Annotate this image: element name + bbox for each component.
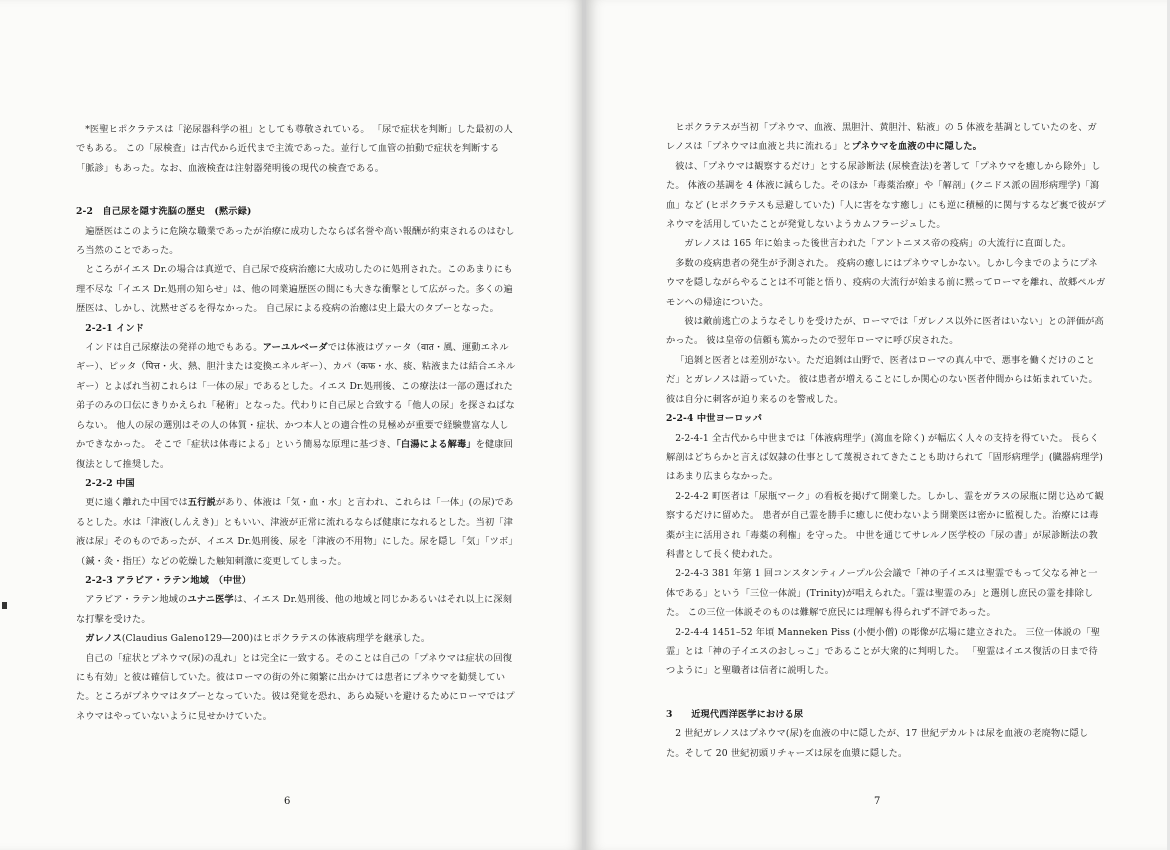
page-number: 6 [284, 796, 291, 807]
text: を健康回復法として推奨した。 [76, 439, 513, 470]
paragraph [76, 493, 516, 571]
text: では体液はヴァータ（वात・風、運動エネルギー）、ピッタ（पित्त・火、熱、胆汁または変換エネルギー）、カパ（कफ・水、痰、粘液または結合エネルギー）とよばれ当初これらは「一体の尿」であるとした。イエス Dr.処刑後、この療法は一部の選ばれた弟子のみの口伝にきりかえられ「秘術」となった。代わりに自己尿と合致する「他人の尿」を探さねばならない。 他人の尿の選別はその人の体質・症状、かつ本人との適合性の見極めが重要で経験豊富な人しかできなかった。 そこで「症状は体毒による」という簡易な原理に基づき、 [76, 342, 516, 451]
emphasis: 五行説 [187, 497, 216, 509]
subsection-heading: 2-2-4 中世ヨーロッパ [666, 413, 763, 425]
paragraph [76, 338, 516, 474]
paragraph: 2-2-4-1 全古代から中世までは「体液病理学」(瀉血を除く) が幅広く人々の支持を得ていた。 長らく解剖はどちらかと言えば奴隷の仕事として蔑視されてきたことも助けられて「固形病理学」(臓器病理学) はあまり広まらなかった。 [666, 432, 1103, 483]
text: 更に遠く離れた中国では [85, 497, 188, 509]
paragraph: 2-2-4-4 1451–52 年頃 Manneken Piss (小便小僧) の彫像が広場に建立された。 三位一体説の「聖霊」とは「神の子イエスのおしっこ」であることが大衆的に判明した。 「聖霊はイエス復活の日まで待つように」と聖職者は信者に説明した。 [666, 626, 1101, 677]
subsection-heading: 2-2-1 インド [85, 322, 145, 334]
paragraph: 多数の疫病患者の発生が予測された。 疫病の癒しにはプネウマしかない。しかし今までのようにプネウマを隠しながらやることは不可能と悟り、疫病の大流行が始まる前に黙ってローマを離れ、故郷ペルガモンへの帰途についた。 [666, 257, 1106, 308]
paragraph: ところがイエス Dr.の場合は真逆で、自己尿で疫病治癒に大成功したのに処刑された。このあまりにも理不尽な「イエス Dr.処刑の知らせ」は、他の同業遍歴医の間にも大きな衝撃として広がった。多くの遍歴医は、しかし、沈黙せざるを得なかった。 自己尿による疫病の治癒は史上最大のタブーとなった。 [76, 264, 513, 315]
text: ヒポクラテスが当初「プネウマ、血液、黒胆汁、黄胆汁、粘液」の 5 体液を基調としていたのを、ガレノスは「プネウマは血液と共に流れる」と [666, 122, 1097, 153]
paragraph: 2 世紀ガレノスはプネウマ(尿)を血液の中に隠したが、17 世紀デカルトは尿を血液の老廃物に隠した。そして 20 世紀初頭リチャーズは尿を血漿に隠した。 [666, 728, 1089, 759]
text: があり、体液は「気・血・水」と言われ、これらは「一体」(の尿)であるとした。水は「津液(しんえき)」ともいい、津液が正常に流れるならば健康になれるとした。当初「津液は尿」そのものであったが、イエス Dr.処刑後、尿を「津液の不用物」にした。尿を隠し「気」「ツボ」（鍼・灸・指圧）などの乾燥した触知刺激に変更してしまった。 [76, 497, 514, 567]
paragraph: 「追剝と医者とは差別がない。ただ追剝は山野で、医者はローマの真ん中で、悪事を働くだけのことだ」とガレノスは語っていた。 彼は患者が増えることにしか関心のない医者仲間からは妬まれていた。彼は自分に刺客が迫り来るのを警戒した。 [666, 354, 1098, 405]
right-page [586, 0, 1170, 850]
emphasis: アーユルベーダ [262, 342, 328, 354]
text: アラビア・ラテン地域の [85, 594, 188, 606]
emphasis: プネウマを血液の中に隠した。 [851, 141, 983, 153]
left-page-text [76, 120, 516, 726]
section-heading: 3 近現代西洋医学における尿 [666, 708, 804, 720]
page-number: 7 [874, 796, 881, 807]
paragraph: 遍歴医はこのように危険な職業であったが治療に成功したならば名誉や高い報酬が約束されるのはむしろ当然のことであった。 [76, 225, 515, 257]
paragraph [76, 590, 516, 629]
text: は、イエス Dr.処刑後、他の地域と同じかあるいはそれ以上に深刻な打撃を受けた。 [76, 594, 513, 625]
paragraph: 2-2-4-2 町医者は「尿瓶マーク」の看板を掲げて開業した。しかし、霊をガラスの尿瓶に閉じ込めて観察するだけに留めた。 患者が自己霊を勝手に癒しに使わないよう開業医は密かに監視した。治療には毒薬が主に活用され「毒薬の利権」を守った。 中世を通じてサレルノ医学校の「尿の書」が尿診断法の教科書として長く使われた。 [666, 490, 1104, 560]
paragraph [666, 118, 1106, 157]
subsection-heading: 2-2-2 中国 [85, 477, 135, 489]
margin-mark [2, 602, 7, 609]
emphasis: 「白湯による解毒」 [396, 439, 476, 451]
text: インドは自己尿療法の発祥の地でもある。 [85, 342, 263, 354]
text: (Claudius Galeno129―200)はヒポクラテスの体液病理学を継承した。 [121, 633, 431, 645]
paragraph: 彼は、「プネウマは観察するだけ」とする尿診断法 (尿検査法)を著して「プネウマを癒しから除外」した。 体液の基調を 4 体液に減らした。そのほか「毒薬治療」や「解剖」(クニドス派の固形病理学)「瀉血」など (ヒポクラテスも忌避していた)「人に害をなす癒し」にも逆に積極的に関与するなど裏で彼がプネウマを活用していたことが発覚しないようカムフラージュした。 [666, 160, 1106, 231]
emphasis: ユナニ医学 [187, 594, 234, 606]
paragraph: 彼は敵前逃亡のようなそしりを受けたが、ローマでは「ガレノス以外に医者はいない」との評価が高かった。 彼は皇帝の信頼も篤かったので翌年ローマに呼び戻された。 [666, 316, 1104, 347]
emphasis: ガレノス [85, 633, 122, 645]
paragraph: *医聖ヒポクラテスは「泌尿器科学の祖」としても尊敬されている。 「尿で症状を判断」した最初の人でもある。 この「尿検査」は古代から近代まで主流であった。並行して血管の拍動で症状を判断する「脈診」もあった。なお、血液検査は注射器発明後の現代の検査である。 [76, 124, 513, 174]
section-heading: 2-2 自己尿を隠す洗脳の歴史 (黙示録) [76, 206, 252, 218]
paragraph: 2-2-4-3 381 年第 1 回コンスタンティノープル公会議で「神の子イエスは聖霊でもって父なる神と一体である」という「三位一体説」(Trinity)が唱えられた。「霊は聖霊のみ」と選別し庶民の霊を排除した。 この三位一体説そのものは難解で庶民には理解も得られず不評であった。 [666, 568, 1098, 619]
right-page-text [666, 118, 1106, 763]
paragraph [76, 629, 516, 648]
subsection-heading: 2-2-3 アラビア・ラテン地域 （中世） [85, 574, 252, 586]
left-page [0, 0, 584, 850]
paragraph: ガレノスは 165 年に始まった後世言われた「アントニヌス帝の疫病」の大流行に直面した。 [684, 238, 1072, 250]
paragraph: 自己の「症状とプネウマ(尿)の乱れ」とは完全に一致する。そのことは自己の「プネウマは症状の回復にも有効」と彼は確信していた。彼はローマの街の外に頻繁に出かけては患者にプネウマを勧奨していた。ところがプネウマはタブーとなっていた。彼は発覚を恐れ、あらぬ疑いを避けるためにローマではプネウマはやっていないように見せかけていた。 [76, 652, 515, 722]
